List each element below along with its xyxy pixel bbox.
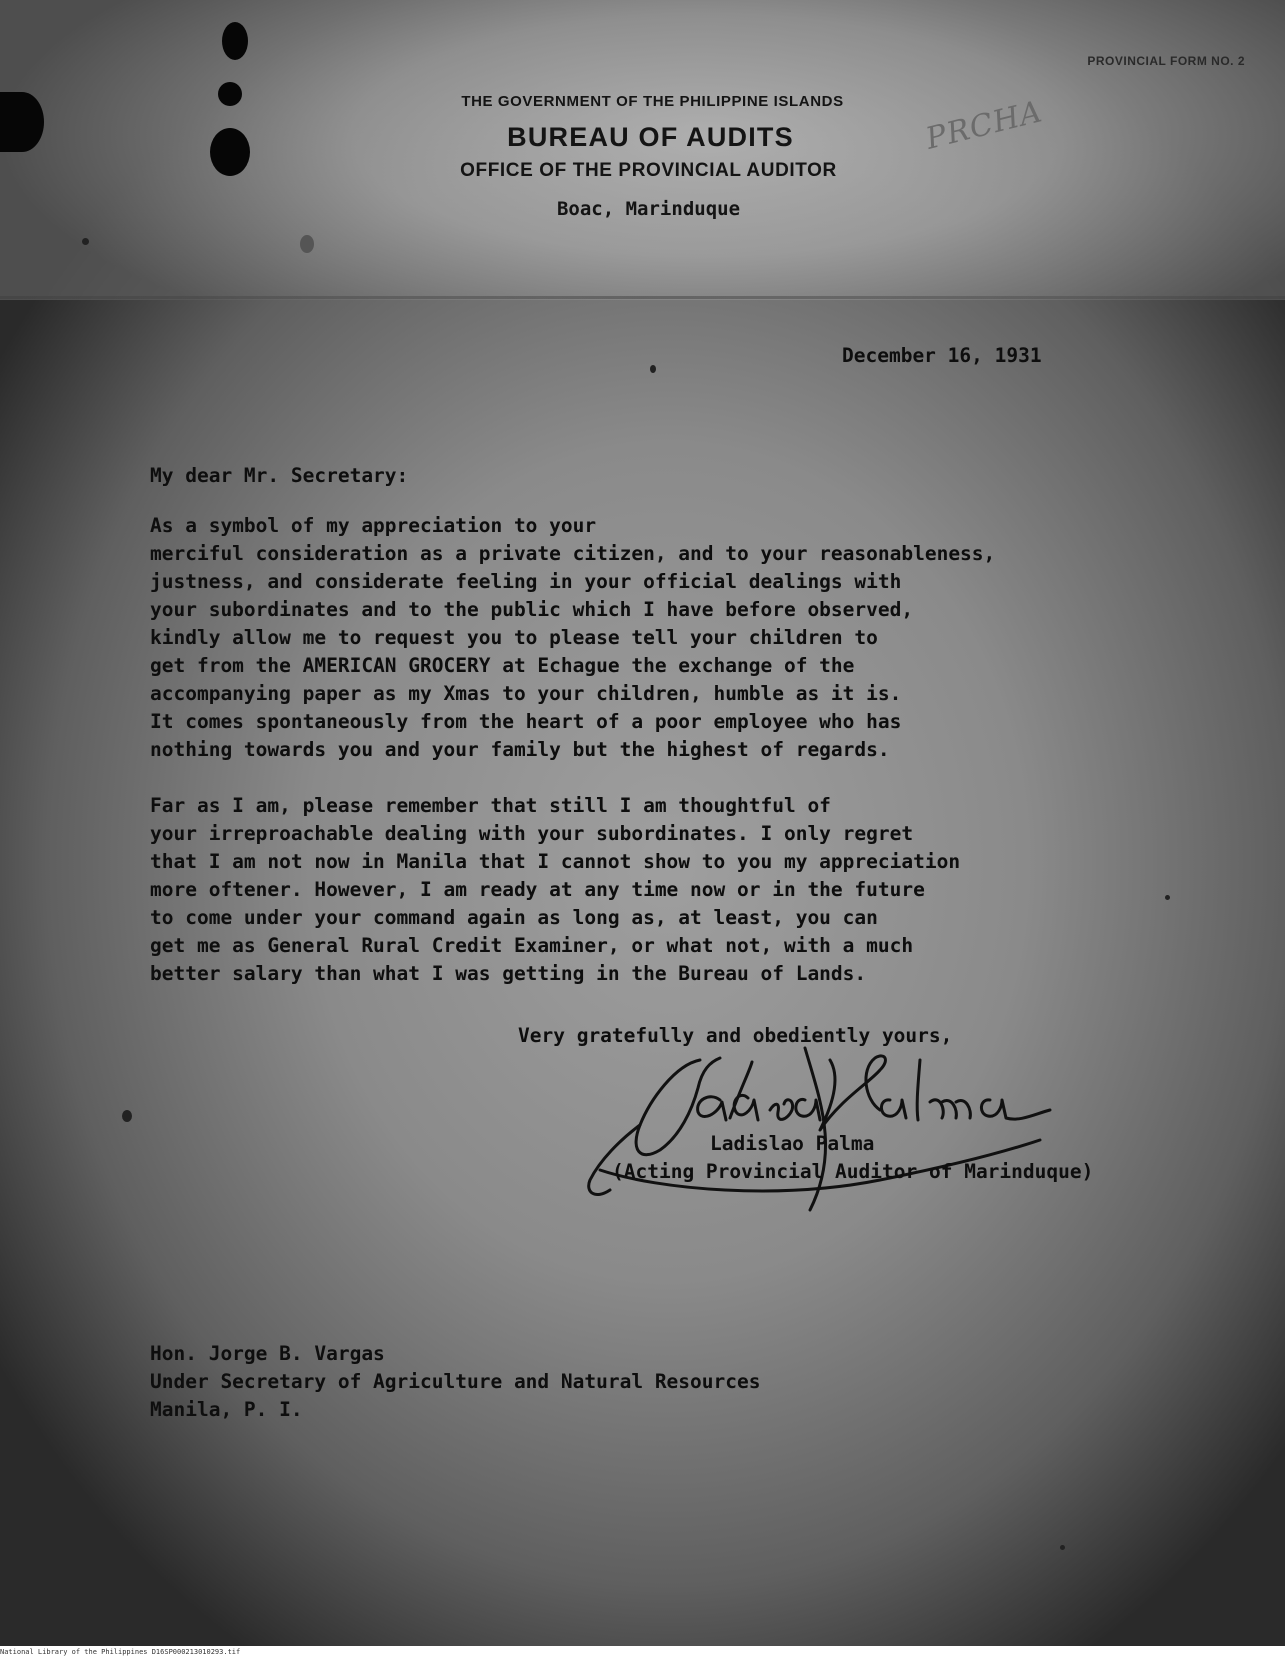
letter-date: December 16, 1931	[842, 344, 1042, 367]
body-line: It comes spontaneously from the heart of a poor employee who has	[150, 710, 902, 733]
body-line: accompanying paper as my Xmas to your children, humble as it is.	[150, 682, 902, 705]
body-line: merciful consideration as a private citizen, and to your reasonableness,	[150, 542, 996, 565]
body-line: better salary than what I was getting in the Bureau of Lands.	[150, 962, 867, 985]
signatory-title: (Acting Provincial Auditor of Marinduque)	[612, 1160, 1094, 1183]
speck	[300, 235, 314, 253]
salutation: My dear Mr. Secretary:	[150, 464, 409, 487]
signatory-name: Ladislao Palma	[710, 1132, 875, 1155]
body-line: nothing towards you and your family but the highest of regards.	[150, 738, 890, 761]
speck	[122, 1110, 132, 1122]
letterhead-government: THE GOVERNMENT OF THE PHILIPPINE ISLANDS	[461, 93, 844, 110]
recipient-line: Under Secretary of Agriculture and Natural Resources	[150, 1370, 761, 1393]
speck	[650, 365, 656, 373]
closing: Very gratefully and obediently yours,	[518, 1024, 953, 1047]
speck	[1165, 895, 1170, 900]
ink-blot	[222, 22, 248, 60]
paper-fold-line	[0, 296, 1285, 299]
handwritten-note: PRCHA	[922, 94, 1047, 157]
body-line: kindly allow me to request you to please tell your children to	[150, 626, 878, 649]
form-number: PROVINCIAL FORM NO. 2	[1087, 54, 1245, 68]
body-line: get me as General Rural Credit Examiner, or what not, with a much	[150, 934, 914, 957]
body-line: justness, and considerate feeling in your official dealings with	[150, 570, 902, 593]
letterhead-office: OFFICE OF THE PROVINCIAL AUDITOR	[460, 160, 837, 181]
speck	[82, 238, 89, 245]
body-line: Far as I am, please remember that still I am thoughtful of	[150, 794, 831, 817]
body-line: As a symbol of my appreciation to your	[150, 514, 597, 537]
body-line: your irreproachable dealing with your subordinates. I only regret	[150, 822, 914, 845]
recipient-line: Hon. Jorge B. Vargas	[150, 1342, 385, 1365]
speck	[1060, 1545, 1065, 1550]
body-line: get from the AMERICAN GROCERY at Echague the exchange of the	[150, 654, 855, 677]
body-line: more oftener. However, I am ready at any time now or in the future	[150, 878, 925, 901]
archive-footer: National Library of the Philippines D16SP000213010293.tif	[0, 1646, 1285, 1658]
body-line: that I am not now in Manila that I cannot show to you my appreciation	[150, 850, 961, 873]
body-line: your subordinates and to the public which I have before observed,	[150, 598, 914, 621]
body-line: to come under your command again as long as, at least, you can	[150, 906, 878, 929]
letterhead-place: Boac, Marinduque	[556, 198, 741, 220]
recipient-line: Manila, P. I.	[150, 1398, 303, 1421]
letterhead-bureau: BUREAU OF AUDITS	[507, 122, 794, 152]
